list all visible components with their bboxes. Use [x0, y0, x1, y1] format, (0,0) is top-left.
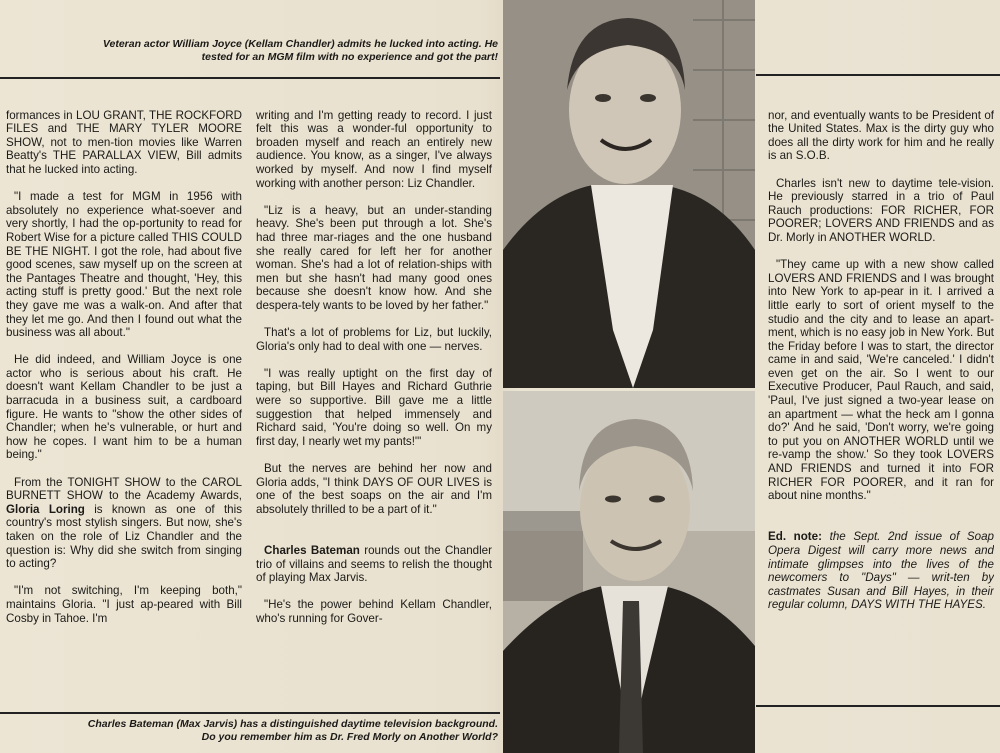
top-photo-caption: Veteran actor William Joyce (Kellam Chandler) admits he lucked into acting. He tested for an MGM film with no experience and got the part! — [102, 38, 498, 63]
paragraph — [256, 544, 492, 585]
top-divider — [0, 77, 500, 79]
right-top-divider — [756, 74, 1000, 76]
article-column-3 — [768, 95, 994, 695]
editor-note-label: Ed. note: — [768, 530, 822, 544]
paragraph: "I made a test for MGM in 1956 with absolutely no experience what-soever and very shortly, I had the op-portunity to read for Robert Wise for a picture called THIS COULD BE THE NIGHT. I got the role, had about five good scenes, saw myself up on the screen at the Pantages Theatre and thought, 'Hey, this acting stuff is pretty good.' But the next role they gave me was a walk-on. And after that they let me go. And then I found out what the business was all about." — [6, 190, 242, 340]
portrait-illustration — [503, 391, 755, 753]
editor-note-text: the Sept. 2nd issue of Soap Opera Digest will carry more news and intimate glimpses into the lives of the newcomers to "Days" — writ-ten by castmates Susan and Bill Hayes, in their regular column, DAYS WITH THE HAYES. — [768, 530, 994, 612]
paragraph — [6, 476, 242, 571]
text: is known as one of this country's most stylish singers. But now, she's taken on the role of Liz Chandler and the question is: Why did she switch from singing to acting? — [6, 502, 242, 571]
right-bottom-divider — [756, 705, 1000, 707]
paragraph: "Liz is a heavy, but an under-standing heavy. She's been put through a lot. She's had three mar-riages and the one husband she really cared for left her for another woman. She's had a lot of relation-ships with men but she hasn't had many good ones because she doesn't know how. And she despera-tely wants to be loved by her father." — [256, 203, 492, 312]
paragraph: formances in LOU GRANT, THE ROCKFORD FILES and THE MARY TYLER MOORE SHOW, not to men-tion movies like Warren Beatty's THE PARALLAX VIEW, Bill admits that he lucked into acting. — [6, 108, 242, 176]
paragraph: "He's the power behind Kellam Chandler, who's running for Gover- — [256, 598, 492, 625]
bold-name: Gloria Loring — [6, 502, 85, 516]
paragraph: nor, and eventually wants to be President of the United States. Max is the dirty guy who does all the dirty work for him and he really is an S.O.B. — [768, 108, 994, 163]
paragraph: "I was really uptight on the first day of taping, but Bill Hayes and Richard Guthrie were so supportive. Bill gave me a little suggestion that helped immensely and Richard said, 'You're doing so well. On my first day, I nearly wet my pants!'" — [256, 366, 492, 448]
paragraph: He did indeed, and William Joyce is one actor who is serious about his craft. He doesn't want Kellam Chandler to be just a barracuda in a business suit, a cardboard figure. He wants to "show the other sides of Chandler; when he's vulnerable, or hurt and how he copes. I want him to be a human being." — [6, 353, 242, 462]
bottom-divider — [0, 712, 500, 714]
portrait-illustration — [503, 0, 755, 388]
paragraph: Charles isn't new to daytime tele-vision. He previously starred in a trio of Paul Rauch productions: FOR RICHER, FOR POORER; LOVERS AND FRIENDS and as Dr. Morly in ANOTHER WORLD. — [768, 176, 994, 244]
text: From the TONIGHT SHOW to the CAROL BURNETT SHOW to the Academy Awards, — [6, 475, 242, 503]
article-column-1 — [6, 95, 242, 703]
paragraph: That's a lot of problems for Liz, but luckily, Gloria's only had to deal with one — nerves. — [256, 326, 492, 353]
paragraph: "I'm not switching, I'm keeping both," maintains Gloria. "I just ap-peared with Bill Cosby in Tahoe. I'm — [6, 584, 242, 625]
paragraph: writing and I'm getting ready to record. I just felt this was a wonder-ful opportunity to broaden myself and reach an entirely new audience. You know, as a singer, I've always worked by myself. And now I find myself working with another person: Liz Chandler. — [256, 108, 492, 190]
photo-william-joyce — [503, 0, 755, 388]
editor-note — [768, 530, 994, 612]
paragraph: But the nerves are behind her now and Gloria adds, "I think DAYS OF OUR LIVES is one of the best soaps on the air and I'm absolutely thrilled to be a part of it." — [256, 462, 492, 516]
bottom-photo-caption: Charles Bateman (Max Jarvis) has a distinguished daytime television background. Do you remember him as Dr. Fred Morly on Another World? — [87, 718, 498, 743]
bold-name: Charles Bateman — [264, 544, 360, 557]
text: rounds out the Chandler trio of villains and seems to relish the thought of playing Max Jarvis. — [256, 544, 492, 585]
paragraph: "They came up with a new show called LOVERS AND FRIENDS and I was brought into New York to ap-pear in it. I arrived a little early to sort of orient myself to the studio and the city and to lease an apart-ment, which is no easy job in New York. But the Friday before I was to start, the director came in and said, 'We're canceled.' I didn't even get on the air. So I went to our Executive Producer, Paul Rauch, and said, 'Paul, I've just signed a two-year lease on an apartment — what the heck am I gonna do?' And he said, 'Don't worry, we're going to put you on ANOTHER WORLD until we re-vamp the show.' So they took LOVERS AND FRIENDS and turned it into FOR RICHER FOR POORER, and it ran for about nine months." — [768, 258, 994, 503]
article-column-2 — [256, 95, 492, 703]
photo-charles-bateman — [503, 391, 755, 753]
